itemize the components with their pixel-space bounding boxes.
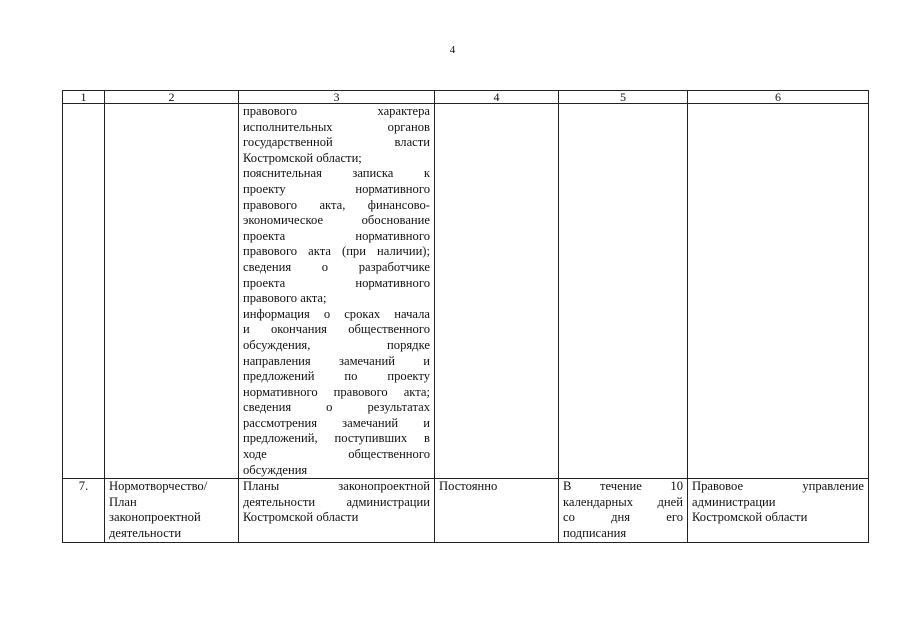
regulation-table <box>62 90 869 543</box>
text-line: календарных дней <box>563 494 683 509</box>
text-line: администрации <box>692 494 776 509</box>
text-line: нормативного правового акта; <box>243 384 430 399</box>
text-line: предложений по проекту <box>243 369 430 384</box>
column-header: 6 <box>688 91 869 104</box>
cell-frequency: Постоянно <box>435 479 559 542</box>
text-line: государственной власти <box>243 135 430 150</box>
text-line: проекта нормативного <box>243 228 430 243</box>
text-line: В течение 10 <box>563 479 683 494</box>
cell-deadline <box>559 104 688 479</box>
text-line: рассмотрения замечаний и <box>243 415 430 430</box>
text-line: ходе общественного <box>243 447 430 462</box>
text-line: правового акта (при наличии); <box>243 244 430 259</box>
text-line: направления замечаний и <box>243 353 430 368</box>
text-line: информация о сроках начала <box>243 306 430 321</box>
row-number: 7. <box>63 479 105 542</box>
text-line: подписания <box>563 526 627 541</box>
cell-responsible <box>688 479 869 542</box>
cell-num <box>63 104 105 479</box>
text-line: предложений, поступивших в <box>243 431 430 446</box>
cell-documents <box>239 104 435 479</box>
cell-documents <box>239 479 435 542</box>
cell-section <box>105 479 239 542</box>
text-line: сведения о разработчике <box>243 259 430 274</box>
column-header: 5 <box>559 91 688 104</box>
text-line: Костромской области <box>243 510 359 525</box>
text-line: правового акта; <box>243 291 327 306</box>
table-row-7 <box>63 479 869 542</box>
column-header: 1 <box>63 91 105 104</box>
text-line: правового акта, финансово- <box>243 197 430 212</box>
text-line: и окончания общественного <box>243 322 430 337</box>
table-header-row <box>63 91 869 104</box>
column-header: 2 <box>105 91 239 104</box>
column-header: 4 <box>435 91 559 104</box>
text-line: План <box>109 494 137 509</box>
text-line: деятельности <box>109 526 182 541</box>
text-line: со дня его <box>563 510 683 525</box>
text-line: сведения о результатах <box>243 400 430 415</box>
cell-deadline <box>559 479 688 542</box>
text-line: Костромской области; <box>243 150 362 165</box>
text-line: законопроектной <box>109 510 201 525</box>
text-line: Нормотворчество/ <box>109 479 208 494</box>
text-line: обсуждения, порядке <box>243 337 430 352</box>
cell-frequency <box>435 104 559 479</box>
text-line: проекту нормативного <box>243 181 430 196</box>
cell-section <box>105 104 239 479</box>
text-line: Правовое управление <box>692 479 864 494</box>
text-line: Планы законопроектной <box>243 479 430 494</box>
text-line: Костромской области <box>692 510 808 525</box>
table-row-continuation <box>63 104 869 479</box>
text-line: пояснительная записка к <box>243 166 430 181</box>
text-line: исполнительных органов <box>243 119 430 134</box>
column-header: 3 <box>239 91 435 104</box>
text-line: обсуждения <box>243 462 308 477</box>
page-number: 4 <box>449 44 456 56</box>
cell-responsible <box>688 104 869 479</box>
text-line: деятельности администрации <box>243 494 430 509</box>
text-line: правового характера <box>243 104 430 118</box>
text-line: экономическое обоснование <box>243 213 430 228</box>
text-line: проекта нормативного <box>243 275 430 290</box>
